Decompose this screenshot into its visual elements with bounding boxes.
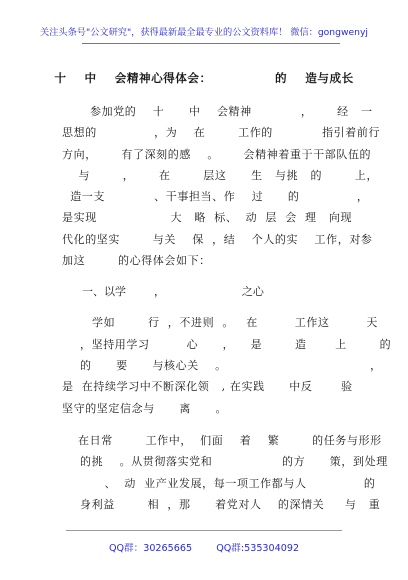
paragraph-2-line: 坚守的坚定信念与 离 。 (62, 402, 228, 415)
paragraph-1-line: 是实现 大 略 标、 动 层 会 理 向现 (62, 211, 353, 224)
paragraph-1-line: 参加党的 十 中 会精神 ， 经 一 (90, 105, 373, 118)
section-heading: 一、以学 ， 之心 (82, 285, 264, 298)
footer-qq-group-1: QQ群：30265665 (108, 543, 193, 554)
paragraph-3-line: 身利益 相 ，那 着党对人 的深情关 与 重 (80, 498, 381, 511)
paragraph-3-line: 的挑 。从贯彻落实党和 的方 策，到处理 (80, 455, 388, 468)
paragraph-1-line: 思想的 ，为 在 工作的 指引着前行 (62, 126, 381, 139)
paragraph-1-line: 代化的坚实 与关 保 ，结 个人的实 工作，对参 (62, 233, 373, 246)
paragraph-1-line: 与 ， 在 层这 生 与挑 的 上， (62, 169, 379, 182)
paragraph-2-line: ，坚持用学习 心 ， 是 造 上 的 (80, 338, 392, 351)
footer-qq-group-2: QQ群:535304092 (216, 543, 300, 554)
paragraph-2-line: 的 要 与核心关 。 ， (80, 359, 382, 372)
paragraph-1-line: 造一支 、干事担当、作 过 的 ， (62, 190, 369, 203)
paragraph-2-line: 是 在持续学习中不断深化领 , 在实践 中反 验 (62, 380, 353, 393)
paragraph-1-line: 方向， 有了深刻的感 。 会精神着重于干部队伍的 (62, 148, 372, 161)
document-title: 十 中 会精神心得体会： 的 造与成长 (54, 71, 354, 85)
paragraph-1-line: 加这 的心得体会如下： (62, 254, 211, 267)
header-note: 关注头条号"公文研究"，获得最新最全最专业的公文资料库！ 微信：gongwenyj (40, 27, 368, 38)
paragraph-2-line: 学如 行 ，不进则 。 在 工作这 天 (92, 316, 378, 329)
footer-divider (66, 530, 342, 531)
footer-contact (0, 540, 408, 554)
paragraph-3-line: 在日常 工作中， 们面 着 繁 的任务与形形 (78, 434, 382, 447)
header-divider (82, 43, 340, 44)
paragraph-3-line: 、 动 业产业发展，每一项工作都与人 的 (80, 477, 376, 490)
